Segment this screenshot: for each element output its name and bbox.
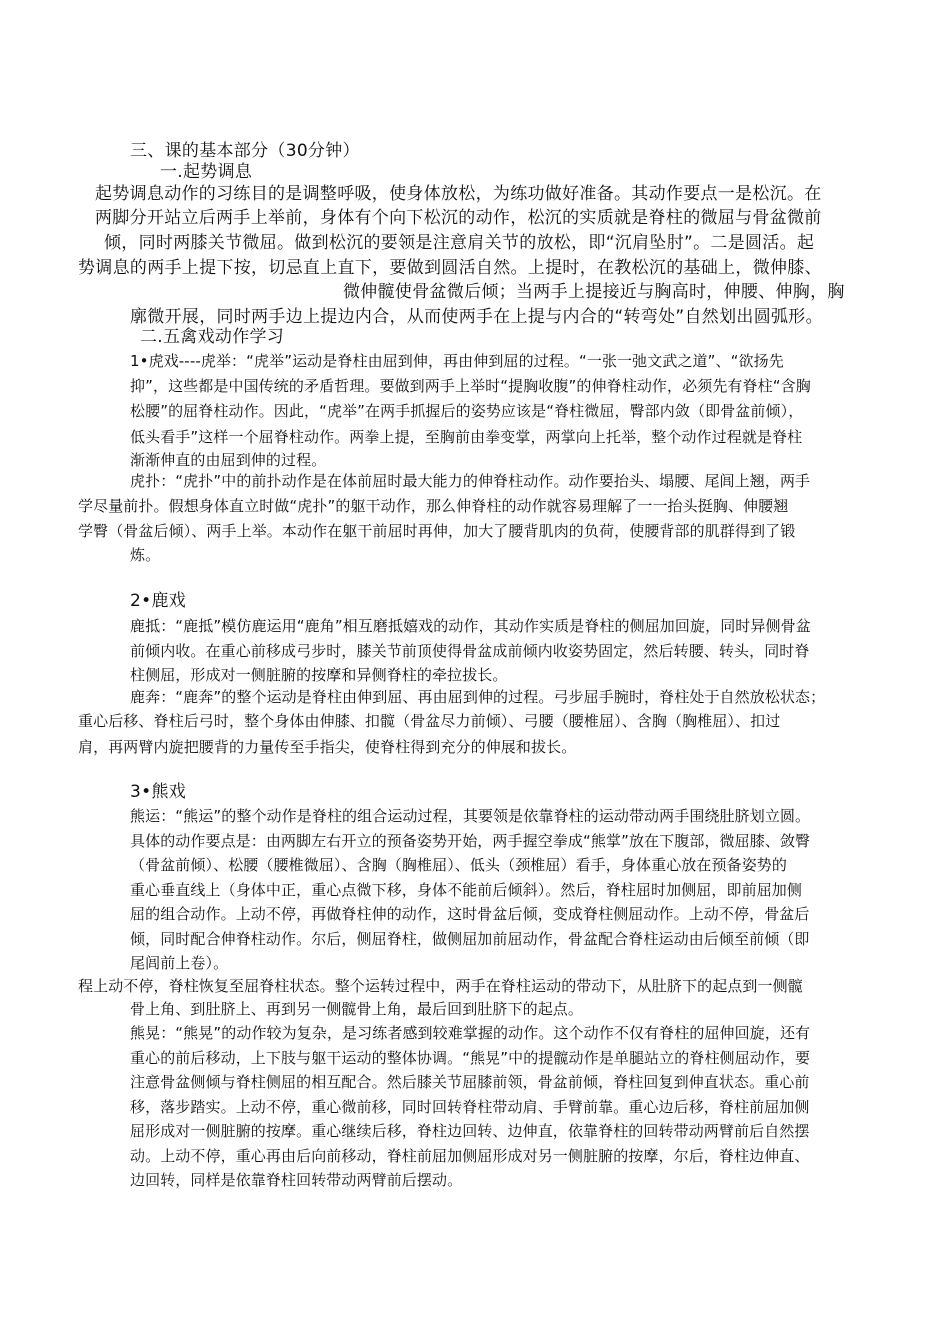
section-title: 三、课的基本部分（30分钟） [130,141,360,161]
bear-line: 重心的前后移动，上下肢与躯干运动的整体协调。“熊晃”中的提髋动作是单腿站立的脊柱侧屈动作，要 [130,1049,811,1067]
tiger-line: 学尽量前扑。假想身体直立时做“虎扑”的躯干动作，那么伸脊柱的动作就容易理解了一一抬头挺胸、伸腰翘 [78,497,789,515]
bear-line: 边回转，同样是依靠脊柱回转带动两臂前后摆动。 [130,1171,463,1189]
bear-line: 程上动不停，脊柱恢复至屈脊柱状态。整个运转过程中，两手在脊柱运动的带动下，从肚脐下的起点到一侧髋 [78,977,803,995]
tiger-line: 学臀（骨盆后倾）、两手上举。本动作在躯干前屈时再伸，加大了腰背肌肉的负荷，使腰背部的肌群得到了锻 [78,522,796,540]
deer-line: 重心后移、脊柱后弓时，整个身体由伸膝、扣髋（骨盆尽力前倾）、弓腰（腰椎屈）、含胸（胸椎屈）、扣过 [78,712,781,730]
bear-line: 熊晃：“熊晃”的动作较为复杂，是习练者感到较难掌握的动作。这个动作不仅有脊柱的屈伸回旋，还有 [130,1024,811,1042]
tiger-line: 松腰”的屈脊柱动作。因此，“虎举”在两手抓握后的姿势应该是“脊柱微屈，臀部内敛（即骨盆前倾）， [130,402,804,420]
deer-line: 柱侧屈，形成对一侧脏腑的按摩和异侧脊柱的牵拉拔长。 [130,666,508,684]
bear-line: （骨盆前倾）、松腰（腰椎微屈）、含胸（胸椎屈）、低头（颈椎屈）看手，身体重心放在预备姿势的 [130,856,788,874]
bear-line: 屈的组合动作。上动不停，再做脊柱伸的动作，这时骨盆后倾，变成脊柱侧屈动作。上动不停，骨盆后 [130,905,810,923]
bear-line: 动。上动不停，重心再由后向前移动，脊柱前屈加侧屈形成对另一侧脏腑的按摩，尔后，脊柱边伸直、 [130,1147,810,1165]
bear-line: 尾闾前上卷）。 [130,954,229,972]
subsection-title-opening: 一.起势调息 [160,162,253,182]
deer-line: 肩，再两臂内旋把腰背的力量传至手指尖，使脊柱得到充分的伸展和拔长。 [78,738,577,756]
bear-line: 骨上角、到肚脐上、再到另一侧髋骨上角，最后回到肚脐下的起点。 [130,1000,584,1018]
paragraph-line: 微伸髋使骨盆微后倾；当两手上提接近与胸高时，伸腰、伸胸，胸 [343,282,845,302]
subsection-title-wuqinxi: 二.五禽戏动作学习 [140,327,285,347]
bear-line: 注意骨盆侧倾与脊柱侧屈的相互配合。然后膝关节屈膝前领，骨盆前倾，脊柱回复到伸直状态。重心前 [130,1073,810,1091]
tiger-line: 低头看手”这样一个屈脊柱动作。两拳上提，至胸前由拳变掌，两掌向上托举，整个动作过程就是脊柱 [130,428,803,446]
paragraph-line: 廓微开展，同时两手边上提边内合，从而使两手在上提与内合的“转弯处”自然划出圆弧形。 [130,307,823,327]
bear-title: 3•熊戏 [130,782,187,802]
deer-line: 前倾内收。在重心前移成弓步时，膝关节前顶使得骨盆成前倾内收姿势固定，然后转腰、转头，同时脊 [130,642,810,660]
bear-line: 屈形成对一侧脏腑的按摩。重心继续后移，脊柱边回转、边伸直，依靠脊柱的回转带动两臂前后自然摆 [130,1122,810,1140]
tiger-line: 虎扑：“虎扑”中的前扑动作是在体前屈时最大能力的伸脊柱动作。动作要抬头、塌腰、尾闾上翘，两手 [130,472,811,490]
bear-line: 移，落步踏实。上动不停，重心微前移，同时回转脊柱带动肩、手臂前靠。重心边后移，脊柱前屈加侧 [130,1098,810,1116]
paragraph-line: 倾，同时两膝关节微屈。做到松沉的要领是注意肩关节的放松，即“沉肩坠肘”。二是圆活。起 [104,233,815,253]
tiger-line: 抑”，这些都是中国传统的矛盾哲理。要做到两手上举时“提胸收腹”的伸脊柱动作，必须先有脊柱“含胸 [130,377,811,395]
deer-line: 鹿抵：“鹿抵”模仿鹿运用“鹿角”相互磨抵嬉戏的动作，其动作实质是脊柱的侧屈加回旋，同时异侧骨盆 [130,617,811,635]
bear-line: 重心垂直线上（身体中正，重心点微下移，身体不能前后倾斜）。然后，脊柱屈时加侧屈，即前屈加侧 [130,881,803,899]
bear-line: 具体的动作要点是：由两脚左右开立的预备姿势开始，两手握空拳成“熊掌”放在下腹部，微屈膝、敛臀 [130,832,811,850]
deer-line: 鹿奔：“鹿奔”的整个运动是脊柱由伸到屈、再由屈到伸的过程。弓步屈手腕时，脊柱处于自然放松状态； [130,688,826,706]
bear-line: 倾，同时配合伸脊柱动作。尔后，侧屈脊柱，做侧屈加前屈动作，骨盆配合脊柱运动由后倾至前倾（即 [130,930,810,948]
tiger-line: 炼。 [130,546,161,564]
tiger-line: 渐渐伸直的由屈到伸的过程。 [130,451,327,469]
paragraph-line: 势调息的两手上提下按，切忌直上直下，要做到圆活自然。上提时，在教松沉的基础上，微伸膝、 [78,258,822,278]
deer-title: 2•鹿戏 [130,591,187,611]
paragraph-line: 起势调息动作的习练目的是调整呼吸，使身体放松，为练功做好准备。其动作要点一是松沉。在 [95,184,822,204]
bear-line: 熊运：“熊运”的整个动作是脊柱的组合运动过程，其要领是依靠脊柱的运动带动两手围绕肚脐划立圆。 [130,807,811,825]
tiger-line: 1•虎戏----虎举：“虎举”运动是脊柱由屈到伸，再由伸到屈的过程。“一张一弛文武之道”、“欲扬先 [130,352,784,370]
paragraph-line: 两脚分开站立后两手上举前，身体有个向下松沉的动作，松沉的实质就是脊柱的微屈与骨盆微前 [95,208,822,228]
